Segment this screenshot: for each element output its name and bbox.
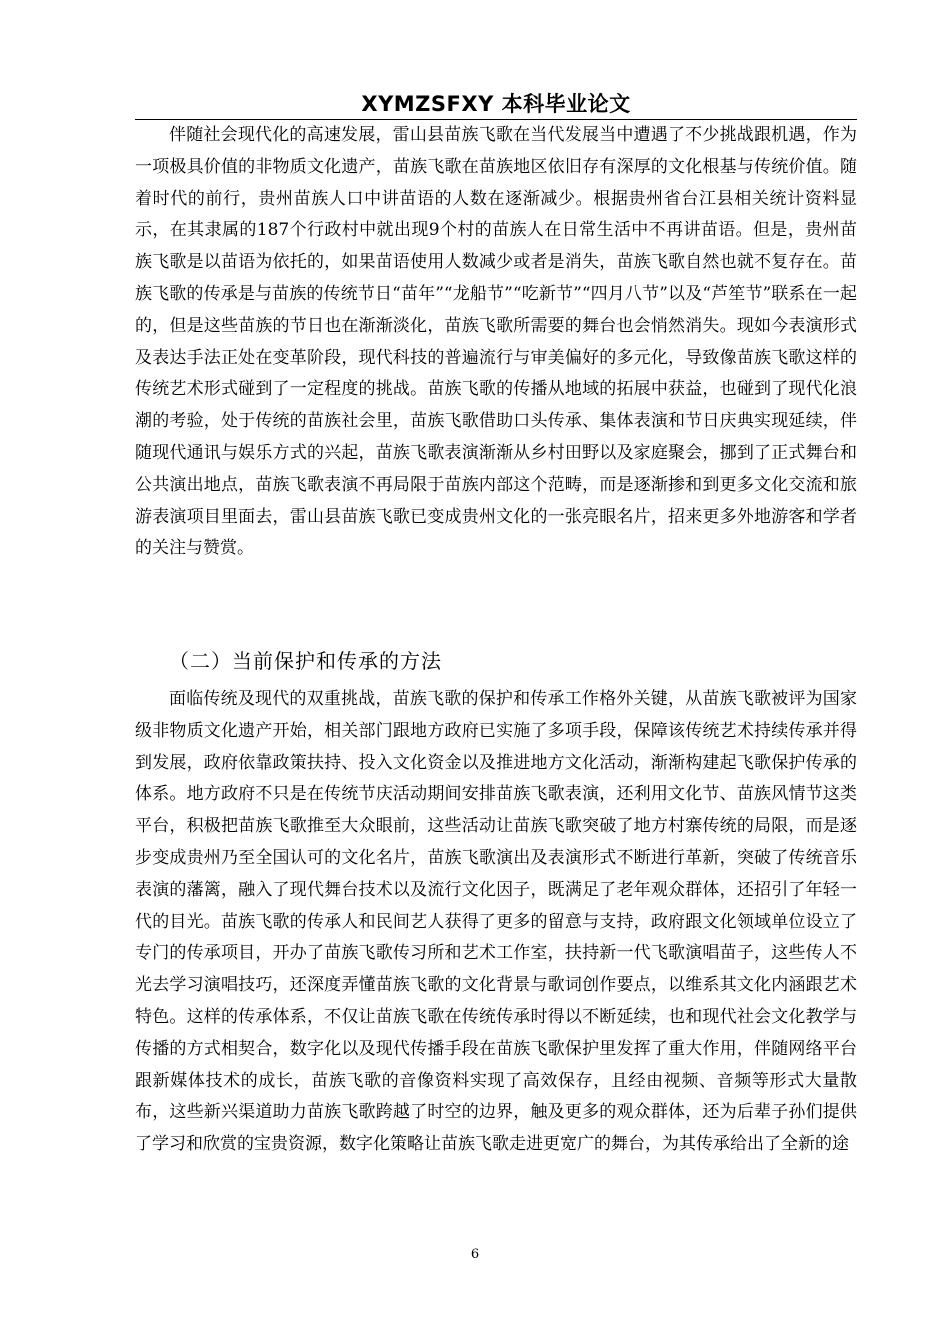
page-header-title: XYMZSFXY 本科毕业论文 <box>361 92 631 116</box>
section-heading: （二）当前保护和传承的方法 <box>169 649 442 673</box>
body-paragraph-1: 伴随社会现代化的高速发展，雷山县苗族飞歌在当代发展当中遭遇了不少挑战跟机遇，作为一项极具价值的非物质文化遗产，苗族飞歌在苗族地区依旧存有深厚的文化根基与传统价值。随着时代的前行，贵州苗族人口中讲苗语的人数在逐渐减少。根据贵州省台江县相关统计资料显示，在其隶属的187个行政村中就出现9个村的苗族人在日常生活中不再讲苗语。但是，贵州苗族飞歌是以苗语为依托的，如果苗语使用人数减少或者是消失，苗族飞歌自然也就不复存在。苗族飞歌的传承是与苗族的传统节日“苗年”“龙船节”“吃新节”“四月八节”以及“芦笙节”联系在一起的，但是这些苗族的节日也在渐渐淡化，苗族飞歌所需要的舞台也会悄然消失。现如今表演形式及表达手法正处在变革阶段，现代科技的普遍流行与审美偏好的多元化，导致像苗族飞歌这样的传统艺术形式碰到了一定程度的挑战。苗族飞歌的传播从地域的拓展中获益，也碰到了现代化浪潮的考验，处于传统的苗族社会里，苗族飞歌借助口头传承、集体表演和节日庆典实现延续，伴随现代通讯与娱乐方式的兴起，苗族飞歌表演渐渐从乡村田野以及家庭聚会，挪到了正式舞台和公共演出地点，苗族飞歌表演不再局限于苗族内部这个范畴，而是逐渐掺和到更多文化交流和旅游表演项目里面去，雷山县苗族飞歌已变成贵州文化的一张亮眼名片，招来更多外地游客和学者的关注与赞赏。 <box>135 125 857 559</box>
body-paragraph-2: 面临传统及现代的双重挑战，苗族飞歌的保护和传承工作格外关键，从苗族飞歌被评为国家级非物质文化遗产开始，相关部门跟地方政府已实施了多项手段，保障该传统艺术持续传承并得到发展，政府依靠政策扶持、投入文化资金以及推进地方文化活动，渐渐构建起飞歌保护传承的体系。地方政府不只是在传统节庆活动期间安排苗族飞歌表演，还利用文化节、苗族风情节这类平台，积极把苗族飞歌推至大众眼前，这些活动让苗族飞歌突破了地方村寨传统的局限，而是逐步变成贵州乃至全国认可的文化名片，苗族飞歌演出及表演形式不断进行革新，突破了传统音乐表演的藩篱，融入了现代舞台技术以及流行文化因子，既满足了老年观众群体，还招引了年轻一代的目光。苗族飞歌的传承人和民间艺人获得了更多的留意与支持，政府跟文化领域单位设立了专门的传承项目，开办了苗族飞歌传习所和艺术工作室，扶持新一代飞歌演唱苗子，这些传人不光去学习演唱技巧，还深度弄懂苗族飞歌的文化背景与歌词创作要点，以维系其文化内涵跟艺术特色。这样的传承体系，不仅让苗族飞歌在传统传承时得以不断延续，也和现代社会文化教学与传播的方式相契合，数字化以及现代传播手段在苗族飞歌保护里发挥了重大作用，伴随网络平台跟新媒体技术的成长，苗族飞歌的音像资料实现了高效保存，且经由视频、音频等形式大量散布，这些新兴渠道助力苗族飞歌跨越了时空的边界，触及更多的观众群体，还为后辈子孙们提供了学习和欣赏的宝贵资源，数字化策略让苗族飞歌走进更宽广的舞台，为其传承给出了全新的途 <box>135 689 857 1155</box>
page-number: 6 <box>470 1247 480 1262</box>
